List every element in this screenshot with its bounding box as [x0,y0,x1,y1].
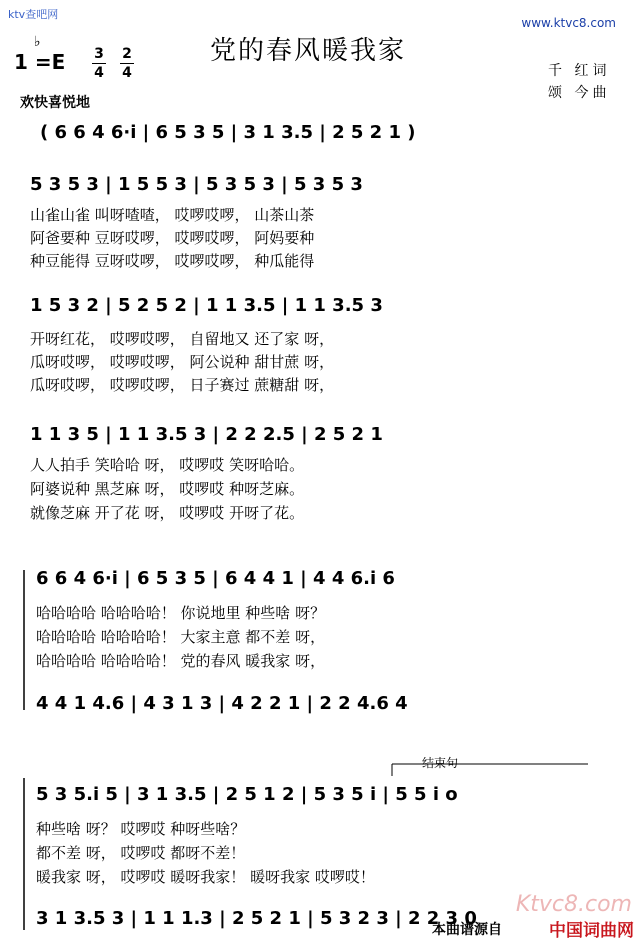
lyric-row-2-verse-3: 瓜呀哎啰， 哎啰哎啰， 日子赛过 蔗糖甜 呀， [30,376,335,394]
lyric-row-4-verse-1: 哈哈哈哈 哈哈哈哈！ 你说地里 种些啥 呀？ [36,604,326,622]
site-name: 中国词曲网 [549,921,634,941]
tempo-marking: 欢快喜悦地 [20,95,90,111]
lyric-row-4-verse-2: 哈哈哈哈 哈哈哈哈！ 大家主意 都不差 呀， [36,628,326,646]
lyric-row-1-verse-2: 阿爸要种 豆呀哎啰， 哎啰哎啰， 阿妈要种 [30,229,315,247]
lyric-row-3-verse-3: 就像芝麻 开了花 呀， 哎啰哎 开呀了花。 [30,504,305,522]
key-signature: 1 =E [14,50,66,74]
composer-credit: 颂 今曲 [548,85,611,101]
notation-row-4-lower: 4 4 1 4.6 | 4 3 1 3 | 4 2 2 1 | 2 2 4.6 4 [36,693,408,714]
watermark-top-right: www.ktvc8.com [521,16,616,30]
time-signature-2-num: 2 [122,46,132,62]
lyric-row-2-verse-2: 瓜呀哎啰， 哎啰哎啰， 阿公说种 甜甘蔗 呀， [30,353,335,371]
notation-row-5-lower: 3 1 3.5 3 | 1 1 1.3 | 2 5 2 1 | 5 3 2 3 | 2 2 3 0 [36,908,477,929]
notation-intro: ( 6 6 4 6·i | 6 5 3 5 | 3 1 3.5 | 2 5 2 1 ) [40,122,416,143]
time-signature-2-den: 4 [122,65,132,81]
flat-sign: ♭ [34,34,41,50]
lyric-row-2-verse-1: 开呀红花， 哎啰哎啰， 自留地又 还了家 呀， [30,330,335,348]
lyric-row-5-verse-2: 都不差 呀， 哎啰哎 都呀不差！ [36,844,246,862]
time-signature-1-num: 3 [94,46,104,62]
notation-row-3: 1 1 3 5 | 1 1 3.5 3 | 2 2 2.5 | 2 5 2 1 [30,424,383,445]
lyric-row-3-verse-2: 阿婆说种 黑芝麻 呀， 哎啰哎 种呀芝麻。 [30,480,305,498]
lyricist-credit: 千 红词 [548,63,611,79]
lyric-row-3-verse-1: 人人拍手 笑哈哈 呀， 哎啰哎 笑呀哈哈。 [30,456,305,474]
notation-row-2: 1 5 3 2 | 5 2 5 2 | 1 1 3.5 | 1 1 3.5 3 [30,295,383,316]
source-label: 本曲谱源自 [432,922,502,938]
time-signature-1-den: 4 [94,65,104,81]
watermark-bottom: Ktvc8.com [515,892,632,917]
lyric-row-5-verse-1: 种些啥 呀？ 哎啰哎 种呀些啥？ [36,820,246,838]
lyric-row-1-verse-3: 种豆能得 豆呀哎啰， 哎啰哎啰， 种瓜能得 [30,252,315,270]
notation-row-5-upper: 5 3 5.i 5 | 3 1 3.5 | 2 5 1 2 | 5 3 5 i | 5 5 i o [36,784,458,805]
notation-row-1: 5 3 5 3 | 1 5 5 3 | 5 3 5 3 | 5 3 5 3 [30,174,363,195]
watermark-top-left: ktv查吧网 [8,8,59,21]
lyric-row-1-verse-1: 山雀山雀 叫呀喳喳， 哎啰哎啰， 山茶山茶 [30,206,315,224]
lyric-row-4-verse-3: 哈哈哈哈 哈哈哈哈！ 党的春风 暖我家 呀， [36,652,326,670]
song-title: 党的春风暖我家 [210,36,407,66]
ending-label: 结束句 [422,756,459,770]
notation-row-4-upper: 6 6 4 6·i | 6 5 3 5 | 6 4 4 1 | 4 4 6.i 6 [36,568,395,589]
lyric-row-5-verse-3: 暖我家 呀， 哎啰哎 暖呀我家！ 暖呀我家 哎啰哎！ [36,868,375,886]
